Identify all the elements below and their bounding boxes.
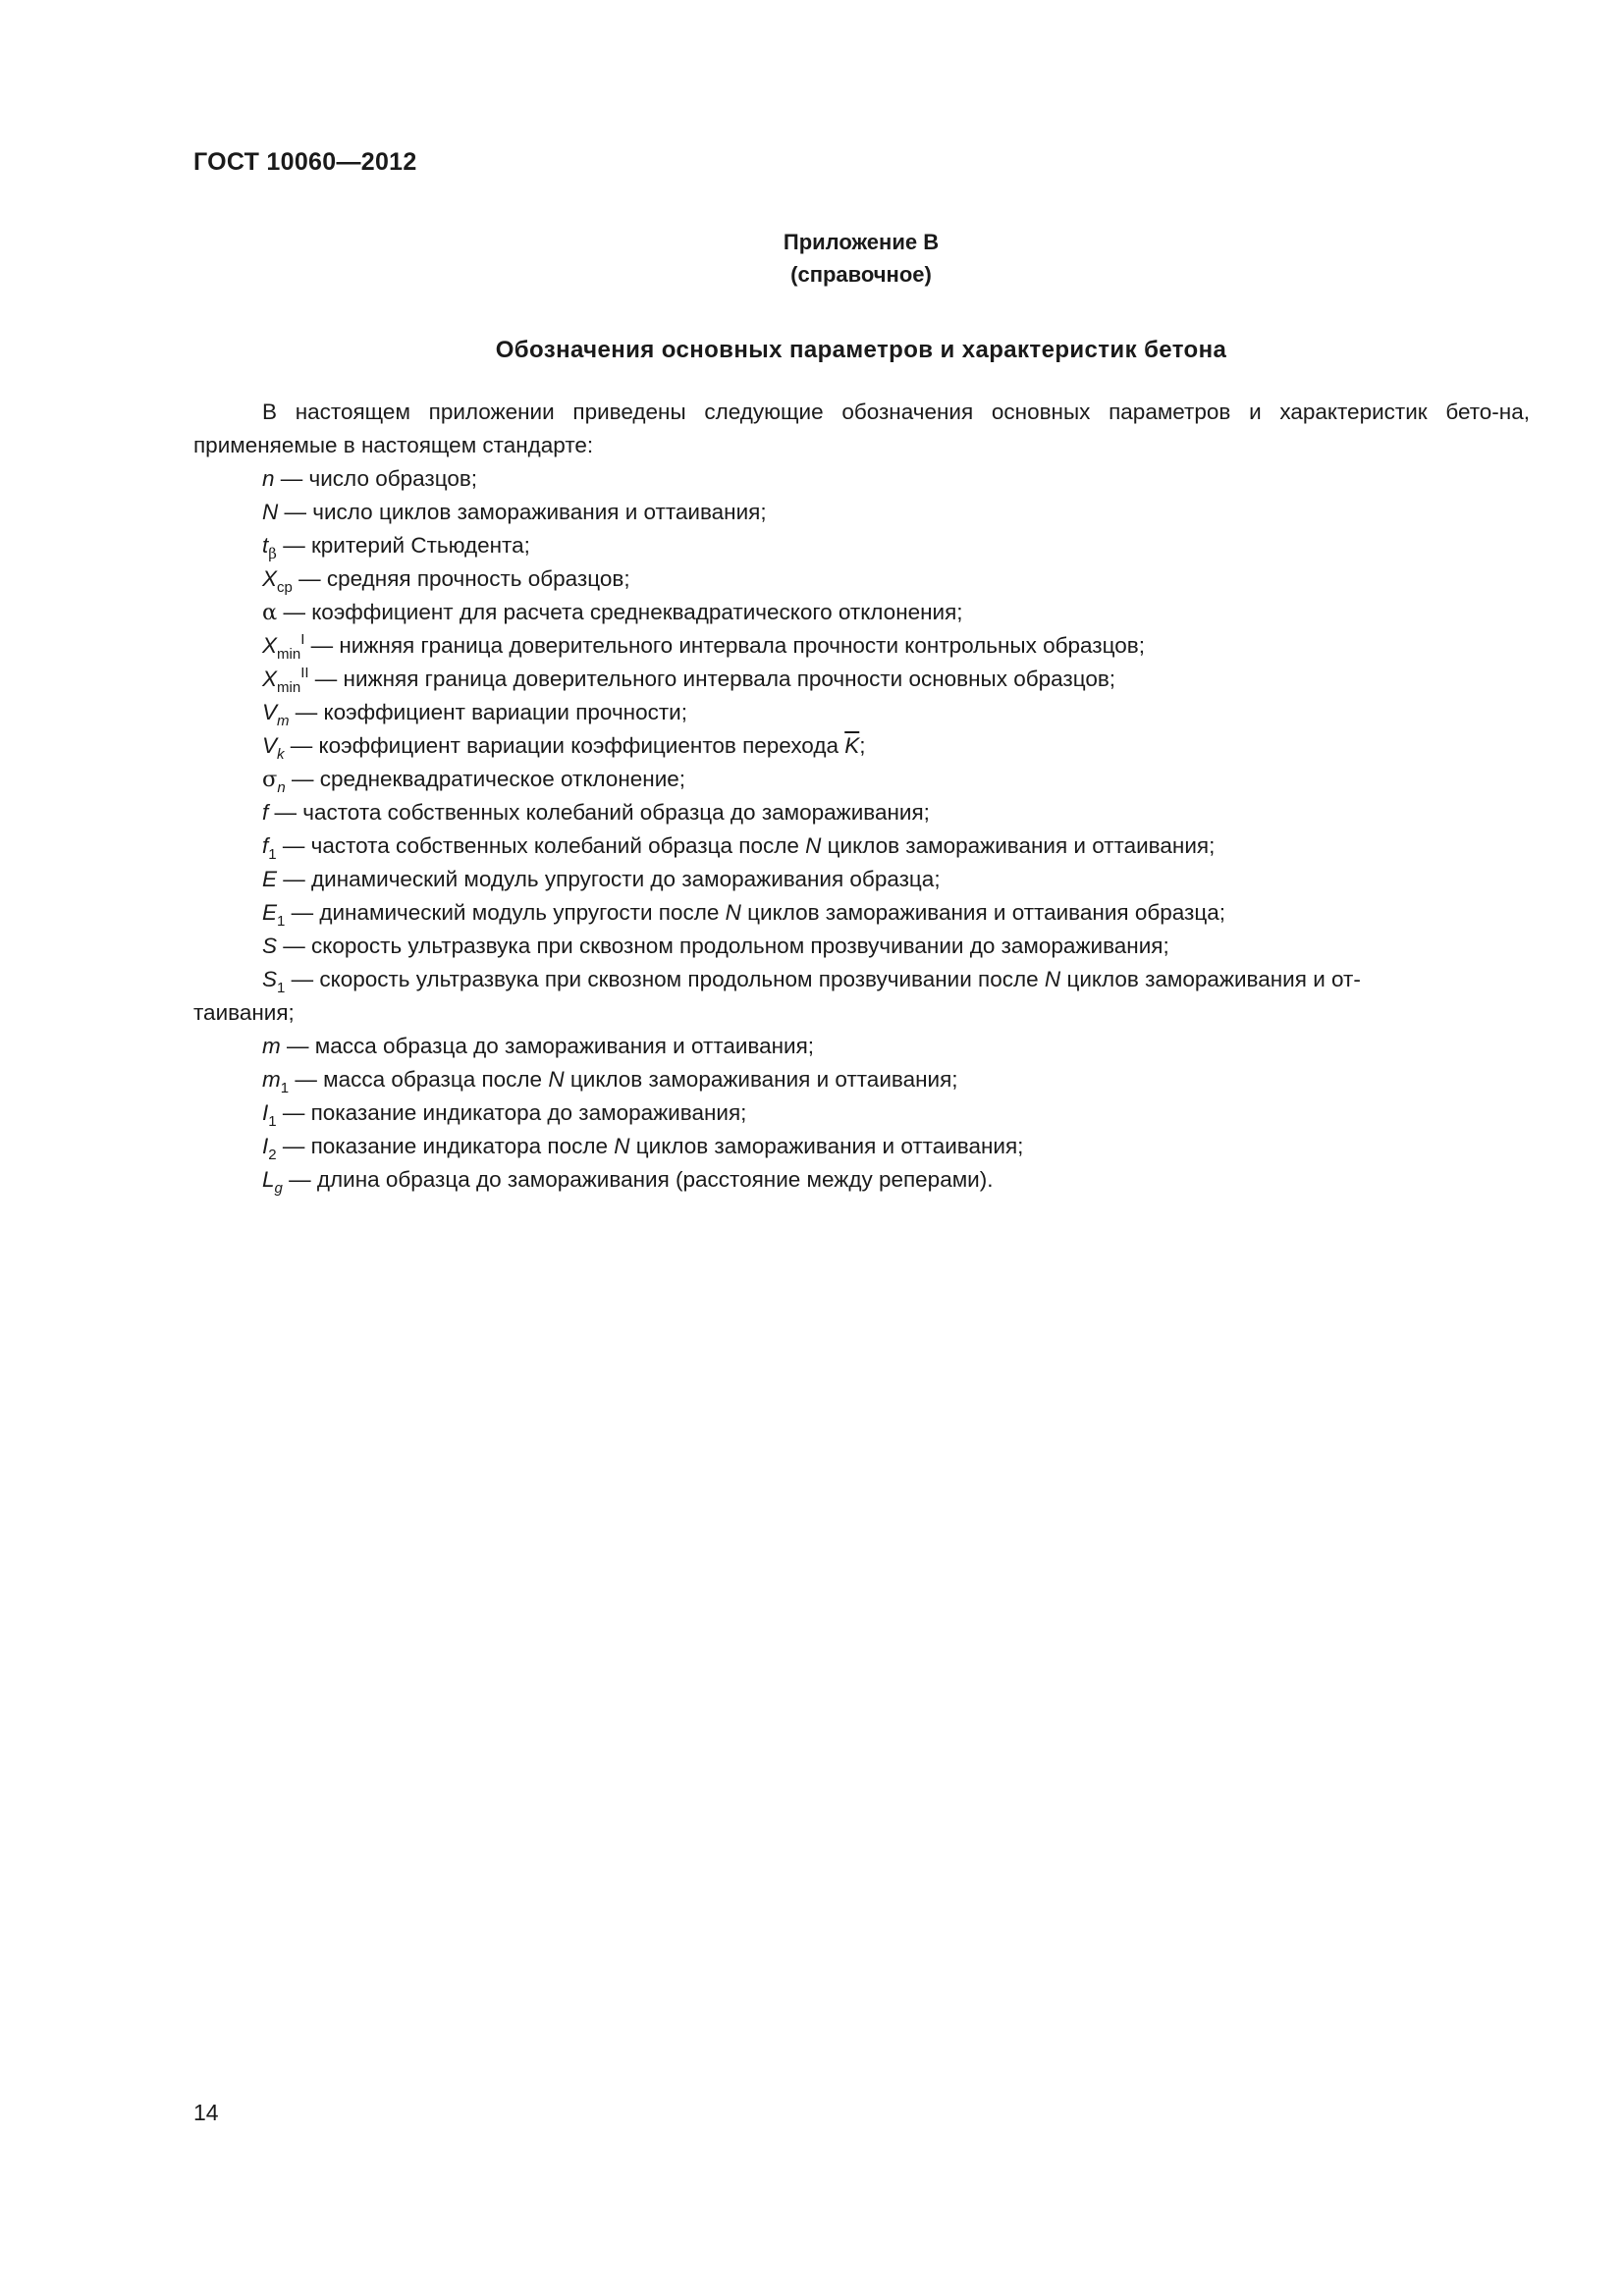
symbol-description: — частота собственных колебаний образца после N циклов замораживания и оттаивания; <box>276 833 1216 858</box>
appendix-heading <box>245 226 1477 291</box>
symbol: f <box>262 800 269 825</box>
document-body <box>193 396 1530 1197</box>
symbol-description: — динамический модуль упругости до замораживания образца; <box>277 867 941 891</box>
symbol-description: — показание индикатора до замораживания; <box>276 1100 747 1125</box>
k-bar-tail: ; <box>859 733 866 758</box>
symbol-description: — коэффициент для расчета среднеквадратического отклонения; <box>277 600 963 624</box>
symbol-item <box>193 763 1530 796</box>
symbol-description: — средняя прочность образцов; <box>292 566 630 591</box>
symbol-subscript: min <box>277 646 301 663</box>
symbol-description: — среднеквадратическое отклонение; <box>285 767 686 791</box>
symbol-description: — число образцов; <box>274 466 478 491</box>
symbol-item <box>193 629 1530 663</box>
symbol-description: — коэффициент вариации прочности; <box>289 700 687 724</box>
symbol-item <box>193 896 1530 930</box>
symbol-description: — скорость ультразвука при сквозном продольном прозвучивании до замораживания; <box>277 934 1169 958</box>
intro-paragraph: В настоящем приложении приведены следующие обозначения основных параметров и характеристик бето-на, применяемые в настоящем стандарте: <box>193 400 1530 457</box>
symbol-item <box>193 863 1530 896</box>
symbol-item <box>193 729 1530 763</box>
symbol: m <box>262 1034 281 1058</box>
symbol-subscript: g <box>274 1180 283 1197</box>
symbol-description: — масса образца после N циклов замораживания и оттаивания; <box>289 1067 958 1092</box>
symbol: V <box>262 733 278 758</box>
symbol-item <box>193 562 1530 596</box>
symbol-item <box>193 1130 1530 1163</box>
symbol-description: — длина образца до замораживания (расстояние между реперами). <box>282 1167 994 1192</box>
symbol: X <box>262 667 278 691</box>
symbol-subscript: ср <box>277 579 293 596</box>
symbol: m <box>262 1067 281 1092</box>
symbol: V <box>262 700 278 724</box>
symbol-item <box>193 462 1530 496</box>
page-number: 14 <box>193 2100 219 2125</box>
k-bar-symbol: $\overline{K}$ <box>844 733 860 758</box>
symbol-description: — число циклов замораживания и оттаивания; <box>278 500 767 524</box>
symbol-subscript: 1 <box>277 913 286 930</box>
symbol-item <box>193 930 1530 963</box>
symbol-item <box>193 796 1530 829</box>
symbol: S <box>262 934 278 958</box>
symbol-description: — нижняя граница доверительного интервала прочности основных образцов; <box>308 667 1116 691</box>
symbol: t <box>262 533 269 558</box>
symbol-superscript: II <box>300 665 309 681</box>
symbol: X <box>262 566 278 591</box>
symbol-subscript: β <box>268 545 277 562</box>
symbol-item <box>193 529 1530 562</box>
symbol: N <box>262 500 279 524</box>
symbol-subscript: n <box>277 779 286 796</box>
symbol-subscript: 2 <box>268 1147 277 1163</box>
symbol: σ <box>262 767 278 792</box>
symbol-item <box>193 1063 1530 1096</box>
symbol-description: — динамический модуль упругости после N циклов замораживания и оттаивания образца; <box>285 900 1225 925</box>
symbol-item <box>193 1096 1530 1130</box>
symbol: I <box>262 1134 269 1158</box>
symbol-subscript: k <box>277 746 285 763</box>
symbol: S <box>262 967 278 991</box>
symbol-item <box>193 1163 1530 1197</box>
symbol: E <box>262 900 278 925</box>
appendix-label: Приложение В <box>783 230 940 254</box>
symbol-subscript: m <box>277 713 290 729</box>
symbol-description: — нижняя граница доверительного интервала прочности контрольных образцов; <box>304 633 1145 658</box>
symbol-description-continuation: таивания; <box>193 1000 295 1025</box>
symbol-subscript: 1 <box>277 980 286 996</box>
symbol-description: — скорость ультразвука при сквозном продольном прозвучивании после N циклов замораживания и от- <box>285 967 1361 991</box>
symbol-item <box>193 829 1530 863</box>
symbol-item <box>193 963 1530 1030</box>
appendix-type: (справочное) <box>790 262 932 287</box>
symbol-description: — частота собственных колебаний образца до замораживания; <box>268 800 930 825</box>
symbol-description: — критерий Стьюдента; <box>276 533 530 558</box>
symbol: f <box>262 833 269 858</box>
symbol-subscript: min <box>277 679 301 696</box>
symbol: α <box>262 600 278 625</box>
symbol: X <box>262 633 278 658</box>
symbol-subscript: 1 <box>268 846 277 863</box>
symbol: I <box>262 1100 269 1125</box>
symbol-item <box>193 1030 1530 1063</box>
symbol-item <box>193 663 1530 696</box>
symbol-superscript: I <box>300 631 305 648</box>
symbol-list <box>193 462 1530 1197</box>
symbol: E <box>262 867 278 891</box>
symbol: L <box>262 1167 275 1192</box>
symbol-description: — коэффициент вариации коэффициентов перехода <box>284 733 845 758</box>
symbol-description: — показание индикатора после N циклов замораживания и оттаивания; <box>276 1134 1024 1158</box>
section-title: Обозначения основных параметров и характеристик бетона <box>495 337 1227 363</box>
symbol-item <box>193 596 1530 629</box>
symbol-description: — масса образца до замораживания и оттаивания; <box>280 1034 815 1058</box>
symbol-item <box>193 696 1530 729</box>
symbol: n <box>262 466 275 491</box>
document-code: ГОСТ 10060—2012 <box>193 148 417 176</box>
symbol-subscript: 1 <box>268 1113 277 1130</box>
symbol-item <box>193 496 1530 529</box>
symbol-subscript: 1 <box>280 1080 290 1096</box>
